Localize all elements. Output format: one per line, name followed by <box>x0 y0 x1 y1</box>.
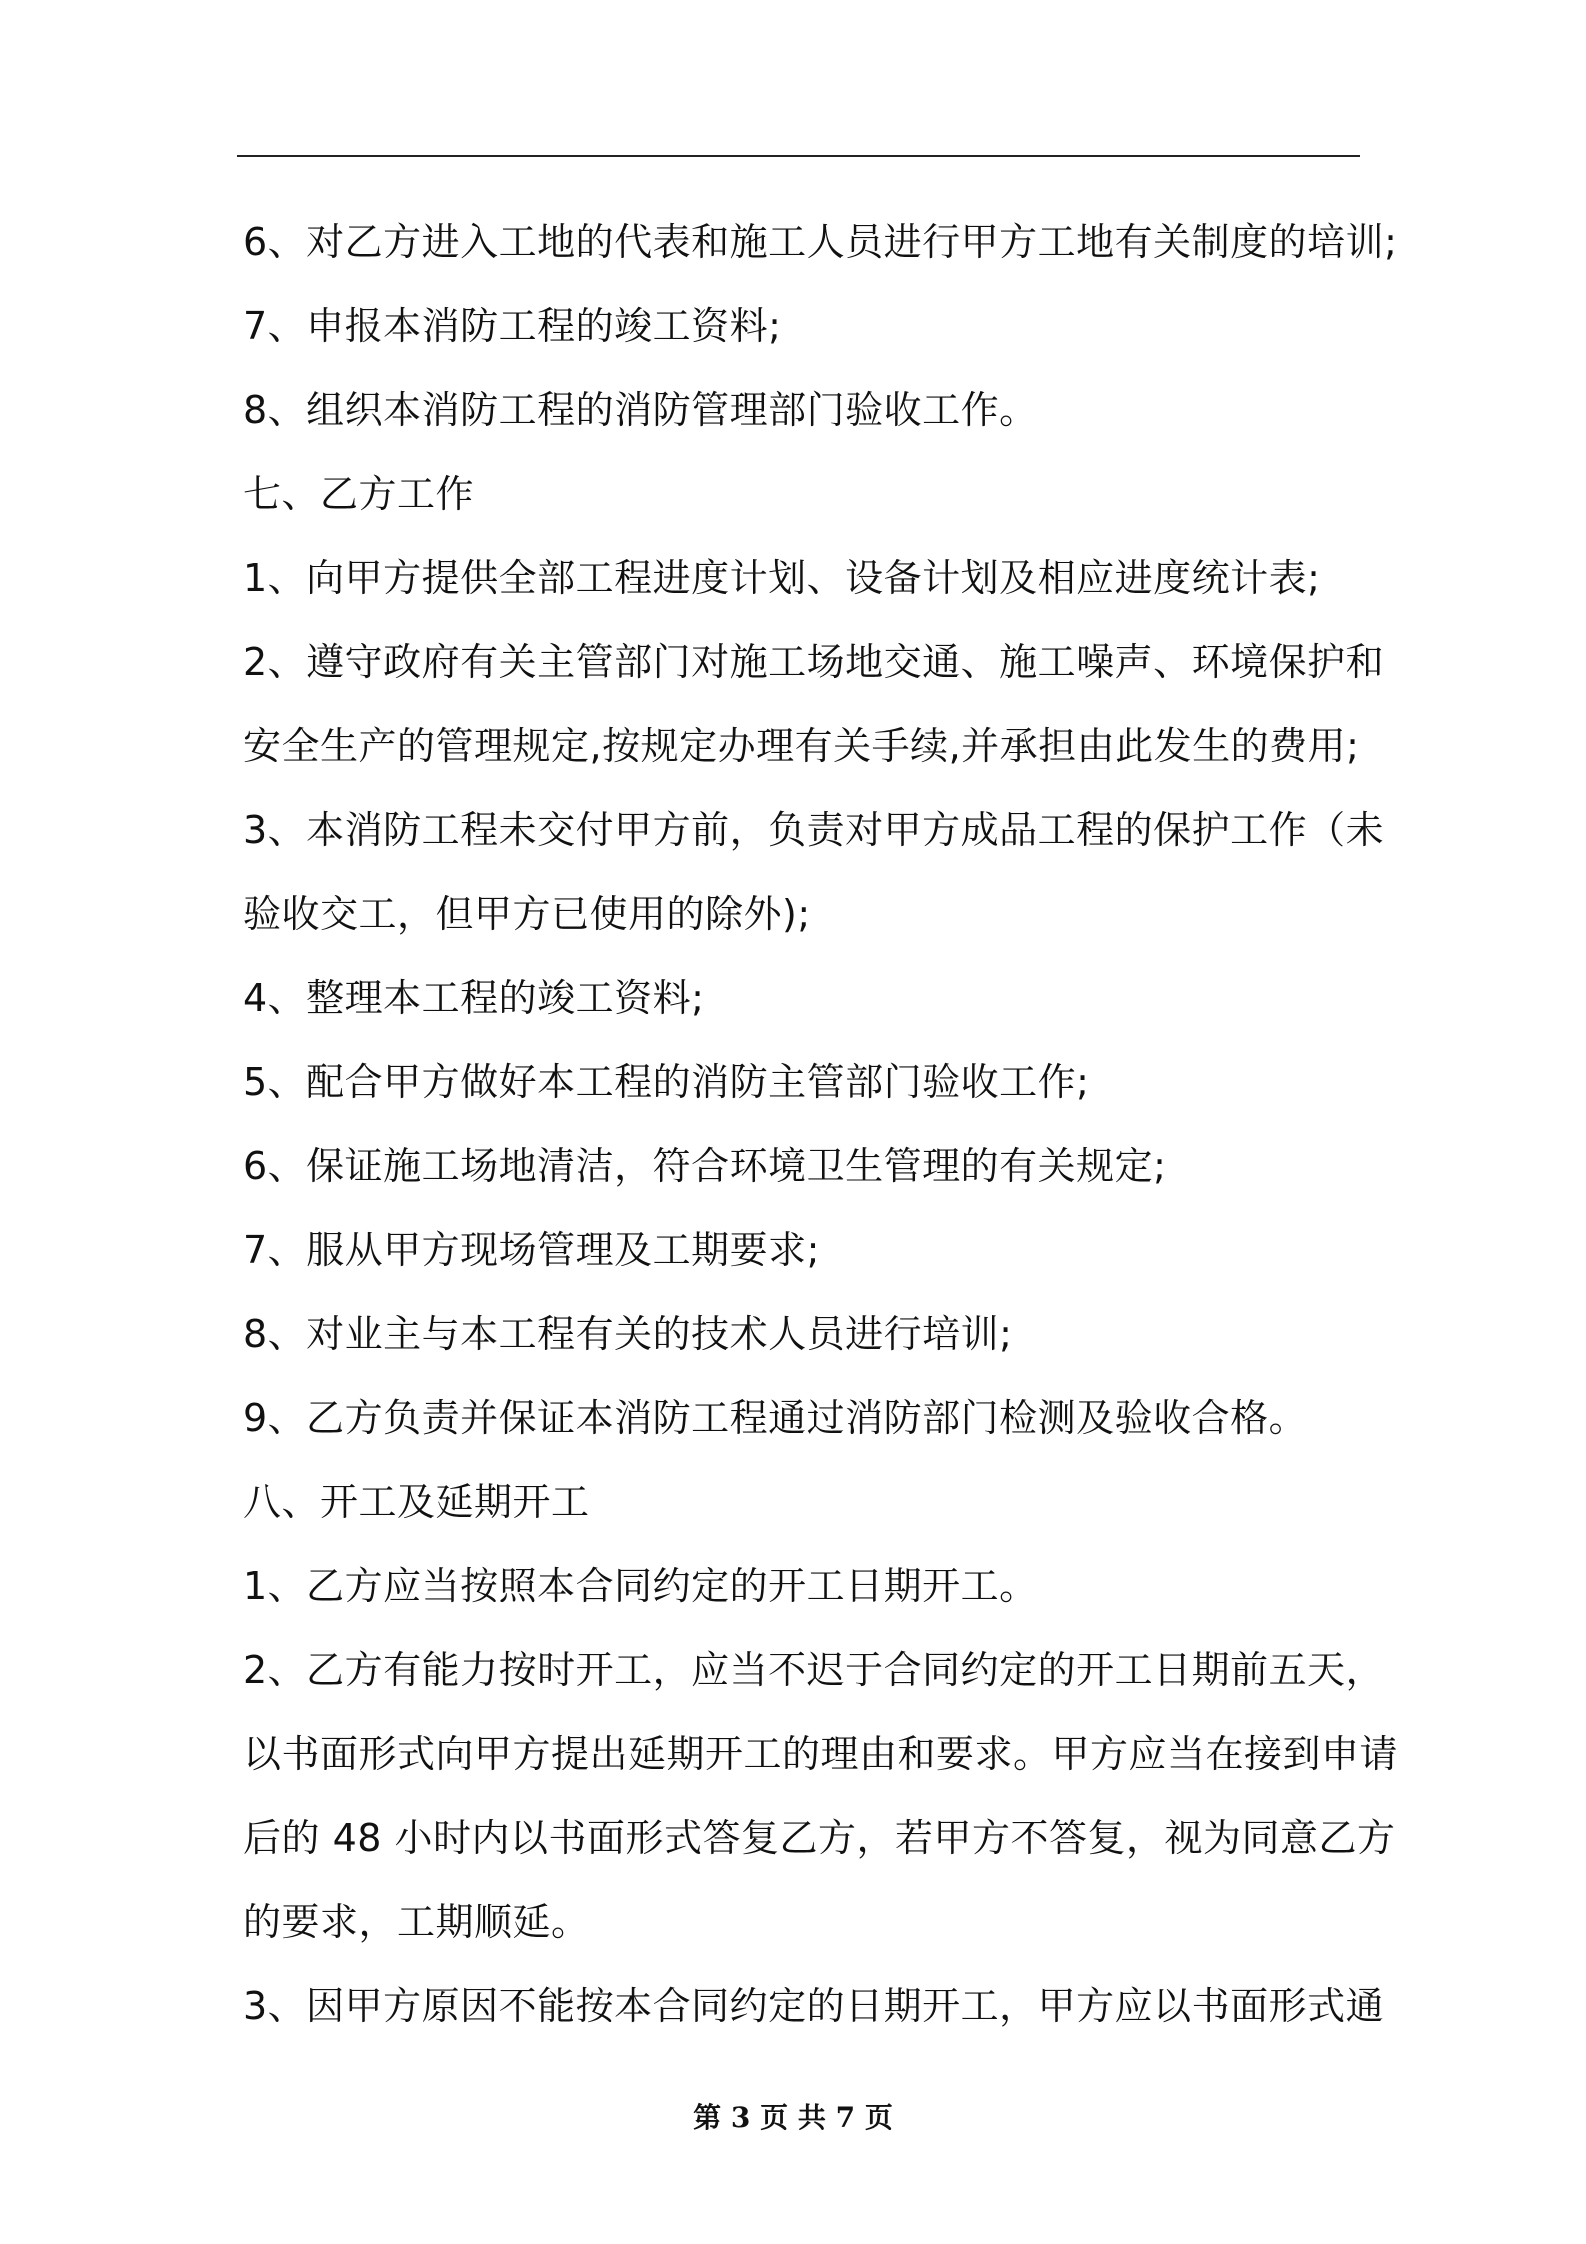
header-rule <box>237 155 1360 157</box>
text-line: 6、对乙方进入工地的代表和施工人员进行甲方工地有关制度的培训; <box>243 220 1398 264</box>
text-line: 7、申报本消防工程的竣工资料; <box>243 304 782 348</box>
text-line: 5、配合甲方做好本工程的消防主管部门验收工作; <box>243 1060 1090 1104</box>
document-body <box>243 200 1399 2048</box>
text-line: 安全生产的管理规定,按规定办理有关手续,并承担由此发生的费用; <box>243 724 1360 768</box>
text-line: 4、整理本工程的竣工资料; <box>243 976 705 1020</box>
text-line: 9、乙方负责并保证本消防工程通过消防部门检测及验收合格。 <box>243 1396 1308 1440</box>
text-line: 1、乙方应当按照本合同约定的开工日期开工。 <box>243 1564 1038 1608</box>
text-line: 验收交工，但甲方已使用的除外); <box>243 892 811 936</box>
text-line: 3、因甲方原因不能按本合同约定的日期开工，甲方应以书面形式通 <box>243 1984 1385 2028</box>
section-heading: 八、开工及延期开工 <box>243 1480 590 1524</box>
text-line: 8、组织本消防工程的消防管理部门验收工作。 <box>243 388 1038 432</box>
text-line: 2、遵守政府有关主管部门对施工场地交通、施工噪声、环境保护和 <box>243 640 1385 684</box>
text-line: 后的 48 小时内以书面形式答复乙方，若甲方不答复，视为同意乙方 <box>243 1816 1396 1860</box>
section-heading: 七、乙方工作 <box>243 472 475 516</box>
text-line: 以书面形式向甲方提出延期开工的理由和要求。甲方应当在接到申请 <box>243 1732 1399 1776</box>
text-line: 的要求，工期顺延。 <box>243 1900 590 1944</box>
text-line: 6、保证施工场地清洁，符合环境卫生管理的有关规定; <box>243 1144 1167 1188</box>
text-line: 1、向甲方提供全部工程进度计划、设备计划及相应进度统计表; <box>243 556 1321 600</box>
page-number-footer: 第 3 页 共 7 页 <box>693 2101 893 2134</box>
text-line: 7、服从甲方现场管理及工期要求; <box>243 1228 820 1272</box>
text-line: 2、乙方有能力按时开工，应当不迟于合同约定的开工日期前五天， <box>243 1648 1385 1692</box>
text-line: 8、对业主与本工程有关的技术人员进行培训; <box>243 1312 1013 1356</box>
text-line: 3、本消防工程未交付甲方前，负责对甲方成品工程的保护工作（未 <box>243 808 1385 852</box>
